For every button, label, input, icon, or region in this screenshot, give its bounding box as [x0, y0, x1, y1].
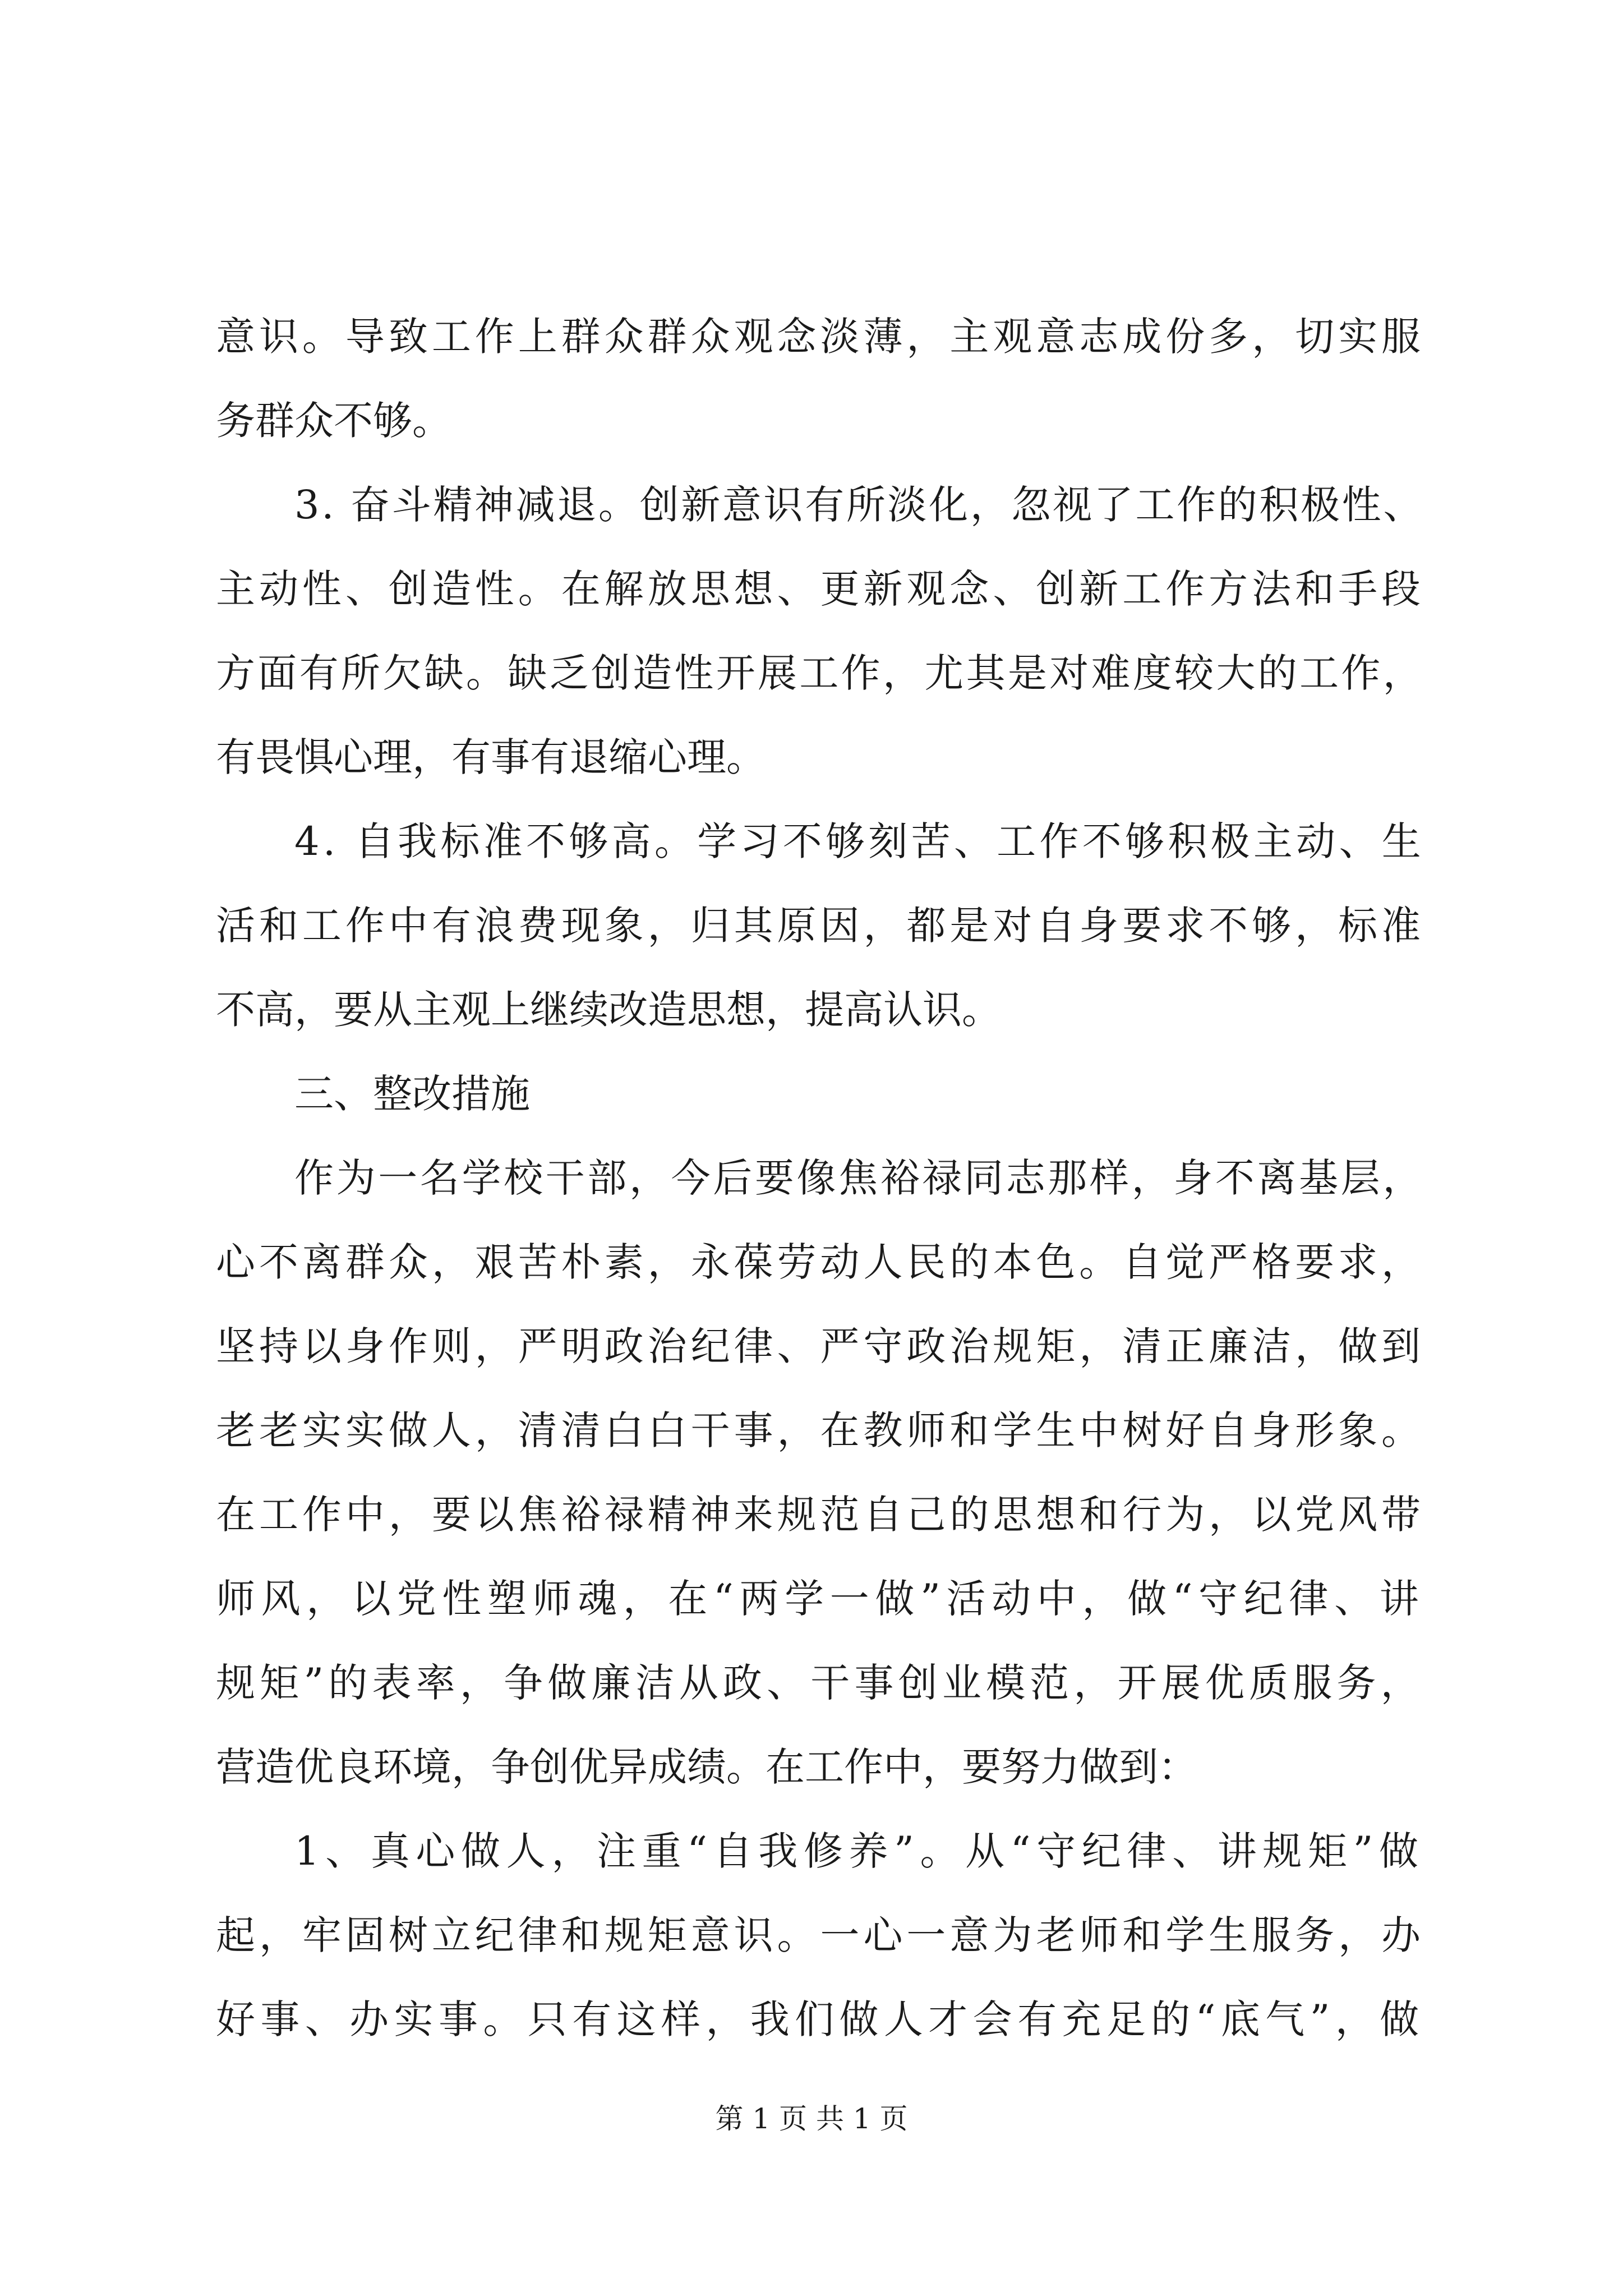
page-footer: 第 1 页 共 1 页	[715, 2102, 908, 2135]
body-line-8: 活和工作中有浪费现象，归其原因，都是对自身要求不够，标准	[216, 903, 1424, 949]
body-line-1: 意识。导致工作上群众群众观念淡薄，主观意志成份多，切实服	[216, 314, 1424, 360]
body-line-9: 不高，要从主观上继续改造思想，提高认识。	[216, 987, 1001, 1033]
body-line-16: 师风，以党性塑师魂，在“两学一做”活动中，做“守纪律、讲	[216, 1576, 1425, 1622]
body-line-12: 心不离群众，艰苦朴素，永葆劳动人民的本色。自觉严格要求，	[216, 1239, 1424, 1285]
body-line-11: 作为一名学校干部，今后要像焦裕禄同志那样，身不离基层，	[294, 1155, 1424, 1201]
body-line-15: 在工作中，要以焦裕禄精神来规范自己的思想和行为，以党风带	[216, 1492, 1424, 1538]
body-line-3: 3. 奋斗精神减退。创新意识有所淡化，忽视了工作的积极性、	[294, 482, 1425, 528]
body-line-6: 有畏惧心理，有事有退缩心理。	[216, 734, 766, 780]
body-line-7: 4. 自我标准不够高。学习不够刻苦、工作不够积极主动、生	[294, 818, 1425, 864]
body-line-18: 营造优良环境，争创优异成绩。在工作中，要努力做到：	[216, 1744, 1197, 1790]
body-line-2: 务群众不够。	[216, 398, 451, 444]
body-line-19: 1、真心做人，注重“自我修养”。从“守纪律、讲规矩”做	[294, 1828, 1424, 1874]
body-line-4: 主动性、创造性。在解放思想、更新观念、创新工作方法和手段	[216, 566, 1424, 612]
body-line-17: 规矩”的表率，争做廉洁从政、干事创业模范，开展优质服务，	[216, 1660, 1424, 1706]
body-line-14: 老老实实做人，清清白白干事，在教师和学生中树好自身形象。	[216, 1407, 1424, 1453]
body-line-5: 方面有所欠缺。缺乏创造性开展工作，尤其是对难度较大的工作，	[216, 650, 1424, 696]
body-line-20: 起，牢固树立纪律和规矩意识。一心一意为老师和学生服务，办	[216, 1912, 1424, 1958]
body-line-21: 好事、办实事。只有这样，我们做人才会有充足的“底气”，做	[216, 1996, 1424, 2042]
body-line-13: 坚持以身作则，严明政治纪律、严守政治规矩，清正廉洁，做到	[216, 1323, 1424, 1369]
section-heading: 三、整改措施	[294, 1071, 530, 1117]
